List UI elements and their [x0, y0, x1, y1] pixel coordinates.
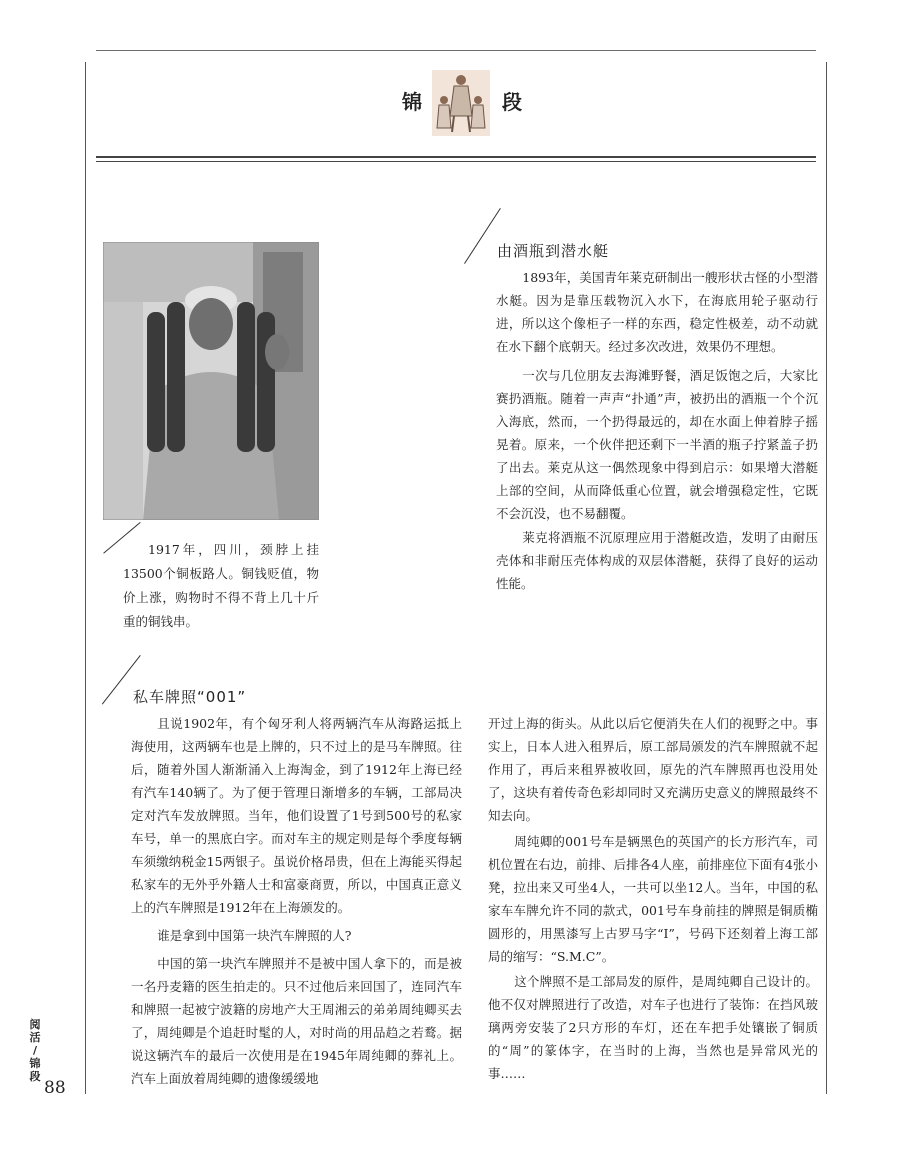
section2-paragraph: 开过上海的街头。从此以后它便消失在人们的视野之中。事实上，日本人进入租界后，原工部局颁发的汽车牌照就不起作用了，再后来租界被收回，原先的汽车牌照再也没用处了，这块有着传奇色彩却同时又充满历史意义的牌照最终不知去向。 [488, 716, 818, 823]
top-rule [96, 50, 816, 51]
section2-paragraph: 谁是拿到中国第一块汽车牌照的人? [157, 928, 352, 943]
side-label-top: 阅活 [29, 1018, 41, 1044]
section2-paragraph: 周纯卿的001号车是辆黑色的英国产的长方形汽车，司机位置在右边，前排、后排各4人座，前排座位下面有4张小凳，拉出来又可坐4人，一共可以坐12人。当年，中国的私家车车牌允许不同的款式，001号车身前挂的牌照是铜质椭圆形的，用黑漆写上古罗马字“I”，号码下还刻着上海工部局的缩写：“S.M.C”。 [488, 834, 818, 964]
side-label [26, 1018, 44, 1083]
section1-paragraph: 一次与几位朋友去海滩野餐，酒足饭饱之后，大家比赛扔酒瓶。随着一声声“扑通”声，被扔出的酒瓶一个个沉入海底，然而，一个扔得最远的，却在水面上伸着脖子摇晃着。原来，一个伙伴把还剩下一半酒的瓶子拧紧盖子扔了出去。莱克从这一偶然现象中得到启示：如果增大潜艇上部的空间，从而降低重心位置，就会增强稳定性，它既不会沉没，也不易翻覆。 [496, 368, 818, 521]
section1-slash-decoration [464, 208, 501, 264]
left-frame-line [85, 62, 86, 1094]
section2-paragraph: 且说1902年，有个匈牙利人将两辆汽车从海路运抵上海使用，这两辆车也是上牌的，只不过上的是马车牌照。往后，随着外国人渐渐涌入上海淘金，到了1912年上海已经有汽车140辆了。为了便于管理日渐增多的车辆，工部局决定对汽车发放牌照。当年，他们设置了1号到500号的私家车号，单一的黑底白字。而对车主的规定则是每个季度每辆车须缴纳税金15两银子。虽说价格昂贵，但在上海能买得起私家车的无外乎外籍人士和富豪商贾，所以，中国真正意义上的汽车牌照是1912年在上海颁发的。 [131, 716, 462, 915]
page-number: 88 [44, 1078, 66, 1098]
side-label-bottom: 锦段 [29, 1057, 41, 1083]
photo-caption: 1917年，四川，颈脖上挂13500个铜板路人。铜钱贬值，物价上涨，购物时不得不背上几十斤重的铜钱串。 [123, 542, 319, 629]
section1-title: 由酒瓶到潜水艇 [497, 242, 610, 260]
side-label-slash: / [32, 1044, 38, 1057]
header-rule-top [96, 156, 816, 158]
header-title-right: 段 [502, 90, 524, 114]
right-frame-line [826, 62, 827, 1094]
header-title-left: 锦 [402, 90, 424, 114]
figures-logo-icon [432, 70, 490, 136]
section2-title: 私车牌照“001” [133, 688, 247, 706]
section2-paragraph: 这个牌照不是工部局发的原件，是周纯卿自己设计的。他不仅对牌照进行了改造，对车子也进行了装饰：在挡风玻璃两旁安装了2只方形的车灯，还在车把手处镶嵌了铜质的“周”的篆体字，在当时的上海，当然也是异常风光的事…… [488, 974, 818, 1081]
section1-paragraph: 1893年，美国青年莱克研制出一艘形状古怪的小型潜水艇。因为是靠压载物沉入水下，在海底用轮子驱动行进，所以这个像柜子一样的东西，稳定性极差，动不动就在水下翻个底朝天。经过多次改进，效果仍不理想。 [496, 270, 818, 354]
section2-paragraph: 中国的第一块汽车牌照并不是被中国人拿下的，而是被一名丹麦籍的医生拍走的。只不过他后来回国了，连同汽车和牌照一起被宁波籍的房地产大王周湘云的弟弟周纯卿买去了，周纯卿是个追赶时髦的人，对时尚的用品趋之若鹜。据说这辆汽车的最后一次使用是在1945年周纯卿的葬礼上。汽车上面放着周纯卿的遗像缓缓地 [131, 956, 462, 1086]
historical-photo [103, 242, 319, 520]
header-rule-bottom [96, 161, 816, 162]
section1-paragraph: 莱克将酒瓶不沉原理应用于潜艇改造，发明了由耐压壳体和非耐压壳体构成的双层体潜艇，获得了良好的运动性能。 [496, 530, 818, 591]
